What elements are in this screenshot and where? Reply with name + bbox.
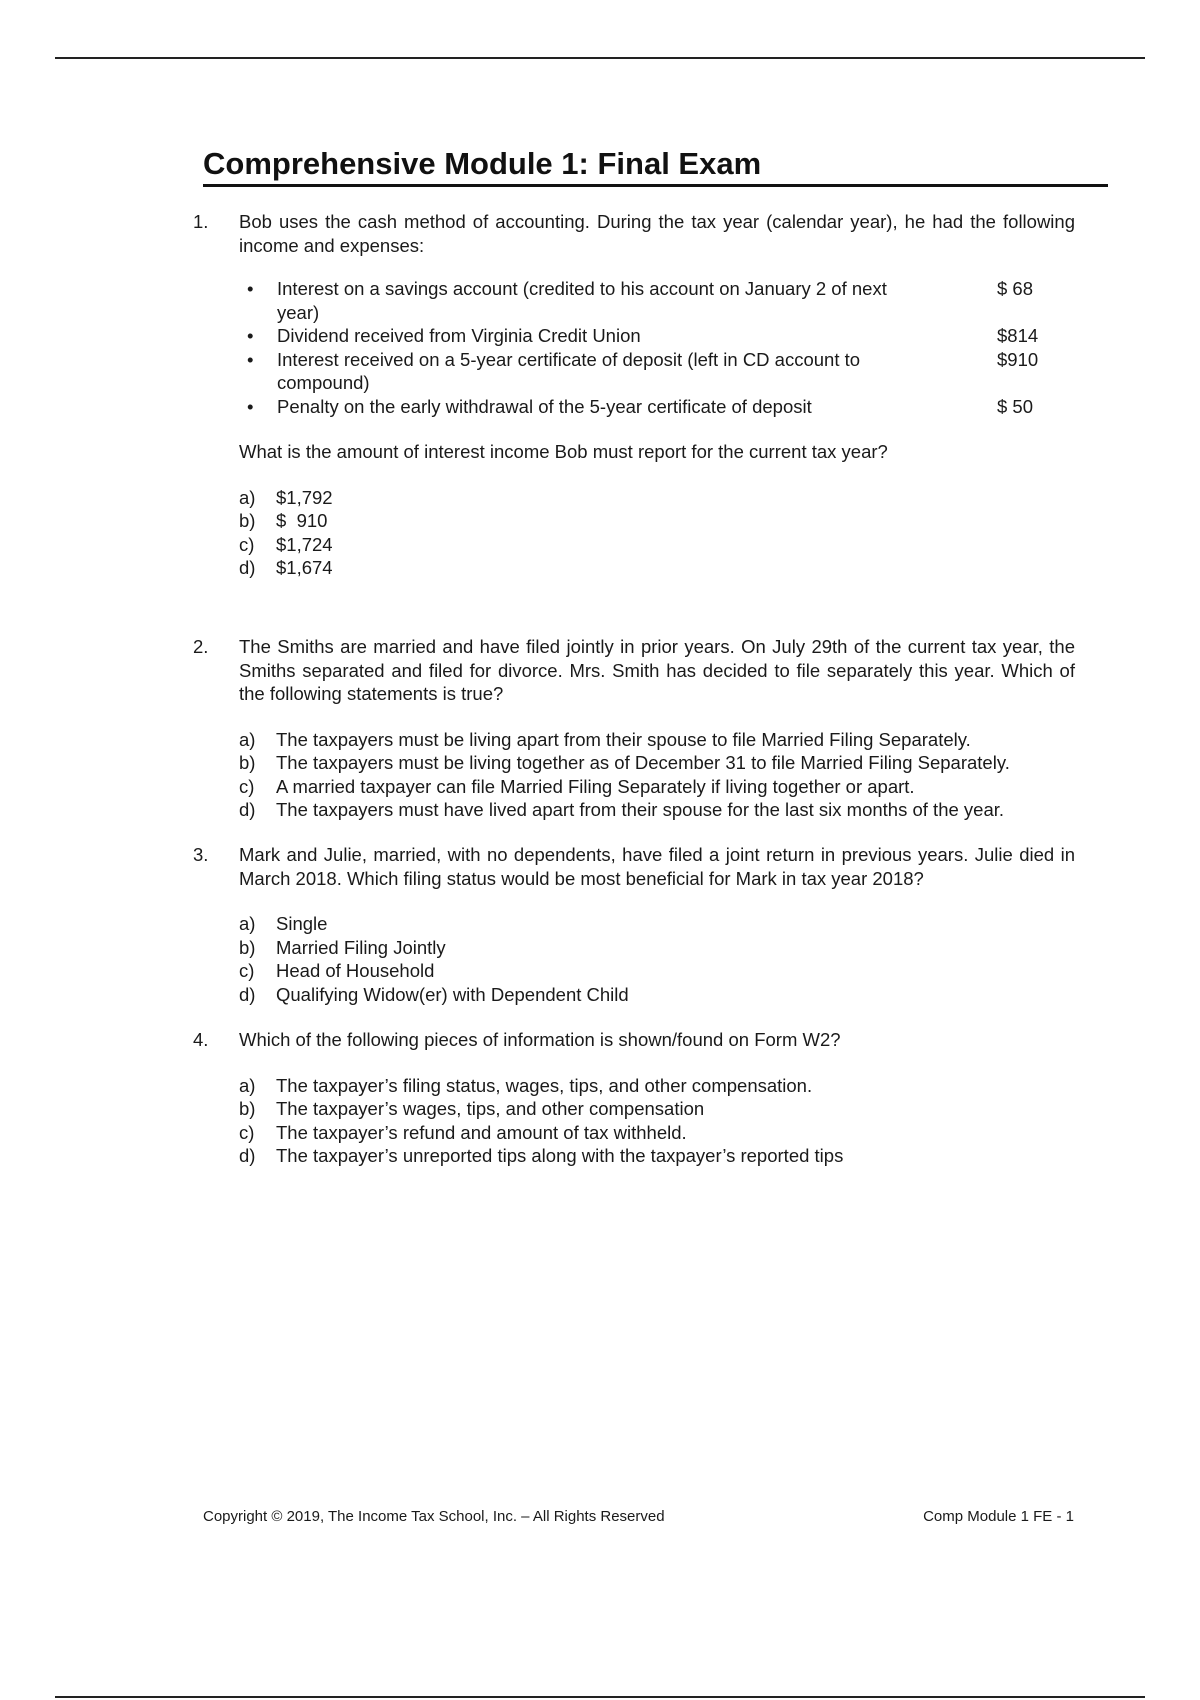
bullet-icon: • — [247, 325, 254, 346]
answer-option[interactable] — [239, 1097, 1075, 1121]
question-number: 4. — [193, 1029, 209, 1050]
option-letter: b) — [239, 752, 256, 773]
question-text: Which of the following pieces of information is shown/found on Form W2? — [239, 1029, 841, 1050]
answer-option[interactable] — [239, 751, 1075, 775]
answer-option[interactable] — [239, 556, 1075, 580]
question-number: 1. — [193, 211, 209, 232]
question-number: 2. — [193, 636, 209, 657]
option-text: The taxpayers must be living apart from their spouse to file Married Filing Separately. — [276, 728, 971, 750]
option-text: $1,674 — [276, 557, 333, 578]
question-3 — [193, 843, 1075, 1006]
option-letter: d) — [239, 983, 256, 1005]
income-expense-list — [247, 277, 1075, 418]
option-text: A married taxpayer can file Married Filing Separately if living together or apart. — [276, 775, 915, 797]
question-2 — [193, 635, 1075, 822]
bullet-icon: • — [247, 278, 254, 299]
answer-option[interactable] — [239, 1074, 1075, 1098]
title-underline — [203, 184, 1108, 187]
option-letter: a) — [239, 913, 256, 934]
page-title: Comprehensive Module 1: Final Exam — [203, 146, 762, 181]
list-item — [247, 395, 1075, 419]
list-item — [247, 277, 1075, 324]
item-label: Interest received on a 5-year certificate of deposit (left in CD account to compound) — [277, 348, 861, 393]
answer-option[interactable] — [239, 775, 1075, 799]
option-letter: b) — [239, 1098, 256, 1119]
option-letter: c) — [239, 775, 255, 797]
question-text: Bob uses the cash method of accounting. During the tax year (calendar year), he had the following income and expenses: — [239, 211, 1075, 256]
answer-options — [239, 912, 1075, 1006]
option-text: Married Filing Jointly — [276, 936, 446, 958]
option-letter: b) — [239, 936, 256, 958]
option-text: The taxpayer’s filing status, wages, tips, and other compensation. — [276, 1074, 813, 1096]
option-text: The taxpayer’s refund and amount of tax withheld. — [276, 1121, 687, 1143]
option-letter: a) — [239, 1074, 256, 1096]
item-amount: $814 — [997, 325, 1039, 346]
item-amount: $910 — [997, 348, 1039, 370]
option-text: The taxpayer’s unreported tips along with the taxpayer’s reported tips — [276, 1145, 844, 1166]
answer-option[interactable] — [239, 936, 1075, 960]
bullet-icon: • — [247, 348, 254, 370]
option-letter: d) — [239, 799, 256, 820]
answer-option[interactable] — [239, 1121, 1075, 1145]
answer-option[interactable] — [239, 728, 1075, 752]
option-text: The taxpayers must have lived apart from their spouse for the last six months of the year. — [276, 799, 1005, 820]
question-1 — [193, 210, 1075, 580]
option-letter: d) — [239, 557, 256, 578]
answer-option[interactable] — [239, 983, 1075, 1007]
option-text: $1,724 — [276, 533, 333, 555]
option-letter: c) — [239, 533, 255, 555]
answer-option[interactable] — [239, 798, 1075, 822]
list-item — [247, 348, 1075, 395]
answer-options — [239, 1074, 1075, 1168]
top-divider — [55, 57, 1145, 59]
option-text: $1,792 — [276, 486, 333, 508]
answer-option[interactable] — [239, 486, 1075, 510]
answer-options — [239, 728, 1075, 822]
option-text: Single — [276, 913, 328, 934]
bullet-icon: • — [247, 395, 254, 417]
answer-options — [239, 486, 1075, 580]
question-4 — [193, 1028, 1075, 1168]
question-prompt: What is the amount of interest income Bob must report for the current tax year? — [239, 441, 888, 462]
option-letter: d) — [239, 1145, 256, 1166]
option-text: Head of Household — [276, 960, 435, 981]
answer-option[interactable] — [239, 1144, 1075, 1168]
question-number: 3. — [193, 844, 209, 865]
list-item — [247, 324, 1075, 348]
question-text: The Smiths are married and have filed jointly in prior years. On July 29th of the current tax year, the Smiths separated and filed for divorce. Mrs. Smith has decided to file separately this year. Which of the following statements is true? — [239, 636, 1075, 704]
bottom-divider — [55, 1696, 1145, 1698]
option-text: $ 910 — [276, 510, 328, 531]
option-letter: c) — [239, 960, 255, 981]
option-letter: a) — [239, 486, 256, 508]
option-letter: b) — [239, 510, 256, 531]
item-label: Dividend received from Virginia Credit Union — [277, 325, 641, 346]
item-label: Interest on a savings account (credited to his account on January 2 of next year) — [277, 278, 887, 323]
footer-copyright: Copyright © 2019, The Income Tax School, Inc. – All Rights Reserved — [203, 1508, 665, 1525]
item-amount: $ 68 — [997, 278, 1034, 299]
item-amount: $ 50 — [997, 395, 1034, 417]
answer-option[interactable] — [239, 533, 1075, 557]
answer-option[interactable] — [239, 912, 1075, 936]
question-text: Mark and Julie, married, with no dependents, have filed a joint return in previous years. Julie died in March 2018. Which filing status would be most beneficial for Mark in tax year 2018? — [239, 844, 1075, 889]
option-text: Qualifying Widow(er) with Dependent Child — [276, 983, 629, 1005]
option-letter: c) — [239, 1121, 255, 1143]
option-letter: a) — [239, 728, 256, 750]
option-text: The taxpayer’s wages, tips, and other compensation — [276, 1098, 705, 1119]
option-text: The taxpayers must be living together as of December 31 to file Married Filing Separately. — [276, 752, 1010, 773]
answer-option[interactable] — [239, 509, 1075, 533]
answer-option[interactable] — [239, 959, 1075, 983]
item-label: Penalty on the early withdrawal of the 5-year certificate of deposit — [277, 395, 812, 417]
footer-page-label: Comp Module 1 FE - 1 — [923, 1508, 1074, 1525]
